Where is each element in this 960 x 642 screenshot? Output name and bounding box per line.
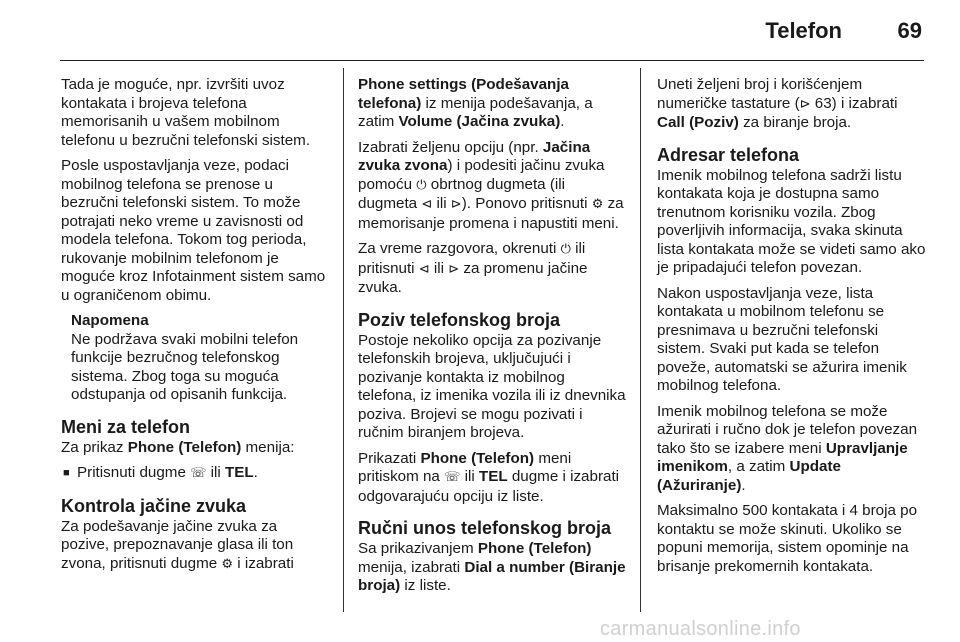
volume-down-icon: ⊲ bbox=[418, 261, 430, 277]
note-text: Ne podržava svaki mobilni telefon funkcije bezručnog telefonskog sistema. Zbog toga su moguća odstupanja od opisanih funkcija. bbox=[71, 330, 299, 403]
text: ili bbox=[460, 468, 479, 485]
menu-reference: Phone (Telefon) bbox=[127, 438, 242, 456]
text: za promenu jačine zvuka. bbox=[358, 259, 588, 296]
menu-reference: Phone (Telefon) bbox=[420, 449, 535, 467]
text: ili bbox=[206, 464, 225, 481]
text: Izabrati željenu opciju (npr. bbox=[358, 138, 543, 156]
text: Za vreme razgovora, okrenuti bbox=[358, 240, 561, 257]
power-knob-icon: ⏻ bbox=[560, 242, 571, 257]
text: za memorisanje promena i napustiti meni. bbox=[358, 195, 624, 232]
section-heading-adresar: Adresar telefona bbox=[657, 144, 800, 165]
header-divider bbox=[60, 60, 924, 61]
page-title: Telefon bbox=[765, 18, 842, 43]
text: ). Ponovo pritisnuti bbox=[461, 195, 592, 212]
text: Imenik mobilnog telefona se može ažurirati i ručno dok je telefon povezan tako što se izabere meni bbox=[657, 402, 918, 457]
paragraph: Tada je moguće, npr. izvršiti uvoz kontakata i brojeva telefona memorisanih u vašem mobilnom telefonu u bezručni telefonski sistem. bbox=[61, 76, 311, 149]
text: . bbox=[560, 113, 565, 130]
page-number: 69 bbox=[897, 18, 922, 43]
note-box bbox=[71, 312, 329, 405]
text: menija, izabrati bbox=[358, 558, 465, 576]
settings-button-icon: ⚙ bbox=[221, 556, 234, 572]
text: , a zatim bbox=[727, 458, 790, 475]
text: Sa prikazivanjem bbox=[358, 540, 478, 557]
menu-reference: Upravljanje imenikom bbox=[657, 439, 908, 475]
text: i izabrati bbox=[233, 554, 294, 572]
text: Za podešavanje jačine zvuka za pozive, prepoznavanje glasa ili ton zvona, pritisnuti dugme bbox=[61, 517, 294, 572]
paragraph: Postoje nekoliko opcija za pozivanje telefonskih brojeva, uključujući i pozivanje kontakta iz mobilnog telefona, iz imenika vozila ili iz dnevnika poziva. Brojevi se mogu pozivati i ručnim biranjem brojeva. bbox=[358, 331, 626, 441]
column-divider bbox=[640, 68, 641, 612]
text: Pritisnuti dugme bbox=[77, 464, 191, 481]
settings-button-icon: ⚙ bbox=[591, 197, 604, 212]
column-3 bbox=[657, 76, 929, 583]
text: . bbox=[741, 476, 746, 494]
paragraph bbox=[358, 540, 626, 596]
volume-up-icon: ⊳ bbox=[448, 261, 460, 277]
text: ili bbox=[429, 259, 449, 277]
section-heading-meni: Meni za telefon bbox=[61, 416, 191, 437]
text: za biranje broja. bbox=[738, 114, 852, 131]
column-1 bbox=[61, 76, 329, 581]
menu-reference: Phone settings (Podešavanja telefona) bbox=[358, 76, 569, 112]
paragraph: Posle uspostavljanja veze, podaci mobilnog telefona se prenose u bezručni telefonski sistem. To može potrajati neko vreme u zavisnosti od modela telefona. Tokom tog perioda, rukovanje mobilnim telefonom je moguće kroz Infotainment sistem samo u ograničenom obimu. bbox=[61, 157, 326, 304]
paragraph bbox=[358, 139, 626, 234]
menu-reference: Volume (Jačina zvuka) bbox=[398, 113, 561, 130]
paragraph bbox=[358, 450, 626, 507]
paragraph: Imenik mobilnog telefona sadrži listu kontakata koja je dostupna samo trenutnom korisniku vozila. Zbog poverljivih informacija, svaka skinuta lista kontakata može se videti samo ako je pripadajući telefon povezan. bbox=[657, 166, 926, 276]
text: iz liste. bbox=[400, 577, 451, 594]
menu-reference: Jačina zvuka zvona bbox=[358, 138, 591, 174]
paragraph bbox=[61, 518, 329, 575]
menu-reference: Dial a number (Biranje broja) bbox=[358, 558, 626, 594]
button-reference: TEL bbox=[224, 464, 254, 481]
page-reference-icon: ⊳ bbox=[799, 96, 811, 112]
column-divider bbox=[343, 68, 344, 612]
paragraph: Maksimalno 500 kontakata i 4 broja po kontaktu se može skinuti. Ukoliko se popuni memorija, sistem opominje na brisanje prekomernih kontakata. bbox=[657, 502, 918, 575]
text: meni pritiskom na bbox=[358, 449, 572, 485]
section-heading-kontrola: Kontrola jačine zvuka bbox=[61, 495, 247, 516]
volume-down-icon: ⊲ bbox=[421, 197, 433, 212]
text: ili bbox=[432, 195, 451, 212]
text: menija: bbox=[241, 438, 295, 456]
page-header bbox=[0, 0, 960, 62]
text: ili pritisnuti bbox=[358, 240, 586, 277]
text: Za prikaz bbox=[61, 438, 128, 456]
section-heading-poziv: Poziv telefonskog broja bbox=[358, 309, 561, 330]
bullet-icon: ■ bbox=[63, 467, 70, 479]
phone-button-icon: ☏ bbox=[190, 466, 207, 481]
text: . bbox=[253, 464, 258, 481]
section-heading-rucni: Ručni unos telefonskog broja bbox=[358, 518, 612, 538]
paragraph bbox=[358, 240, 626, 298]
text: 63) i izabrati bbox=[810, 94, 898, 112]
button-reference: TEL bbox=[478, 468, 508, 485]
note-title: Napomena bbox=[71, 312, 149, 329]
column-2 bbox=[358, 76, 626, 603]
paragraph bbox=[657, 76, 929, 133]
menu-reference: Call (Poziv) bbox=[657, 114, 739, 131]
paragraph bbox=[61, 439, 329, 458]
text: ) i podesiti jačinu zvuka pomoću bbox=[358, 157, 605, 193]
text: iz menija podešavanja, a zatim bbox=[358, 94, 593, 130]
phone-button-icon: ☏ bbox=[444, 470, 461, 485]
menu-reference: Update (Ažuriranje) bbox=[657, 458, 842, 494]
list-item bbox=[61, 464, 329, 484]
text: Prikazati bbox=[358, 449, 421, 467]
text: dugme i izabrati odgovarajuću opciju iz liste. bbox=[358, 468, 620, 505]
watermark: carmanualsonline.info bbox=[600, 618, 801, 640]
power-knob-icon: ⏻ bbox=[416, 177, 427, 193]
paragraph bbox=[657, 403, 929, 496]
volume-up-icon: ⊳ bbox=[450, 197, 462, 212]
text: obrtnog dugmeta (ili dugmeta bbox=[358, 175, 566, 212]
text: Uneti željeni broj i korišćenjem numeričke tastature ( bbox=[657, 76, 863, 112]
paragraph: Nakon uspostavljanja veze, lista kontakata u mobilnom telefonu se presnimava u bezručni telefonski sistem. Svaki put kada se telefon poveže, automatski se ažurira imenik mobilnog telefona. bbox=[657, 284, 907, 394]
menu-reference: Phone (Telefon) bbox=[477, 540, 592, 557]
paragraph bbox=[358, 76, 626, 132]
